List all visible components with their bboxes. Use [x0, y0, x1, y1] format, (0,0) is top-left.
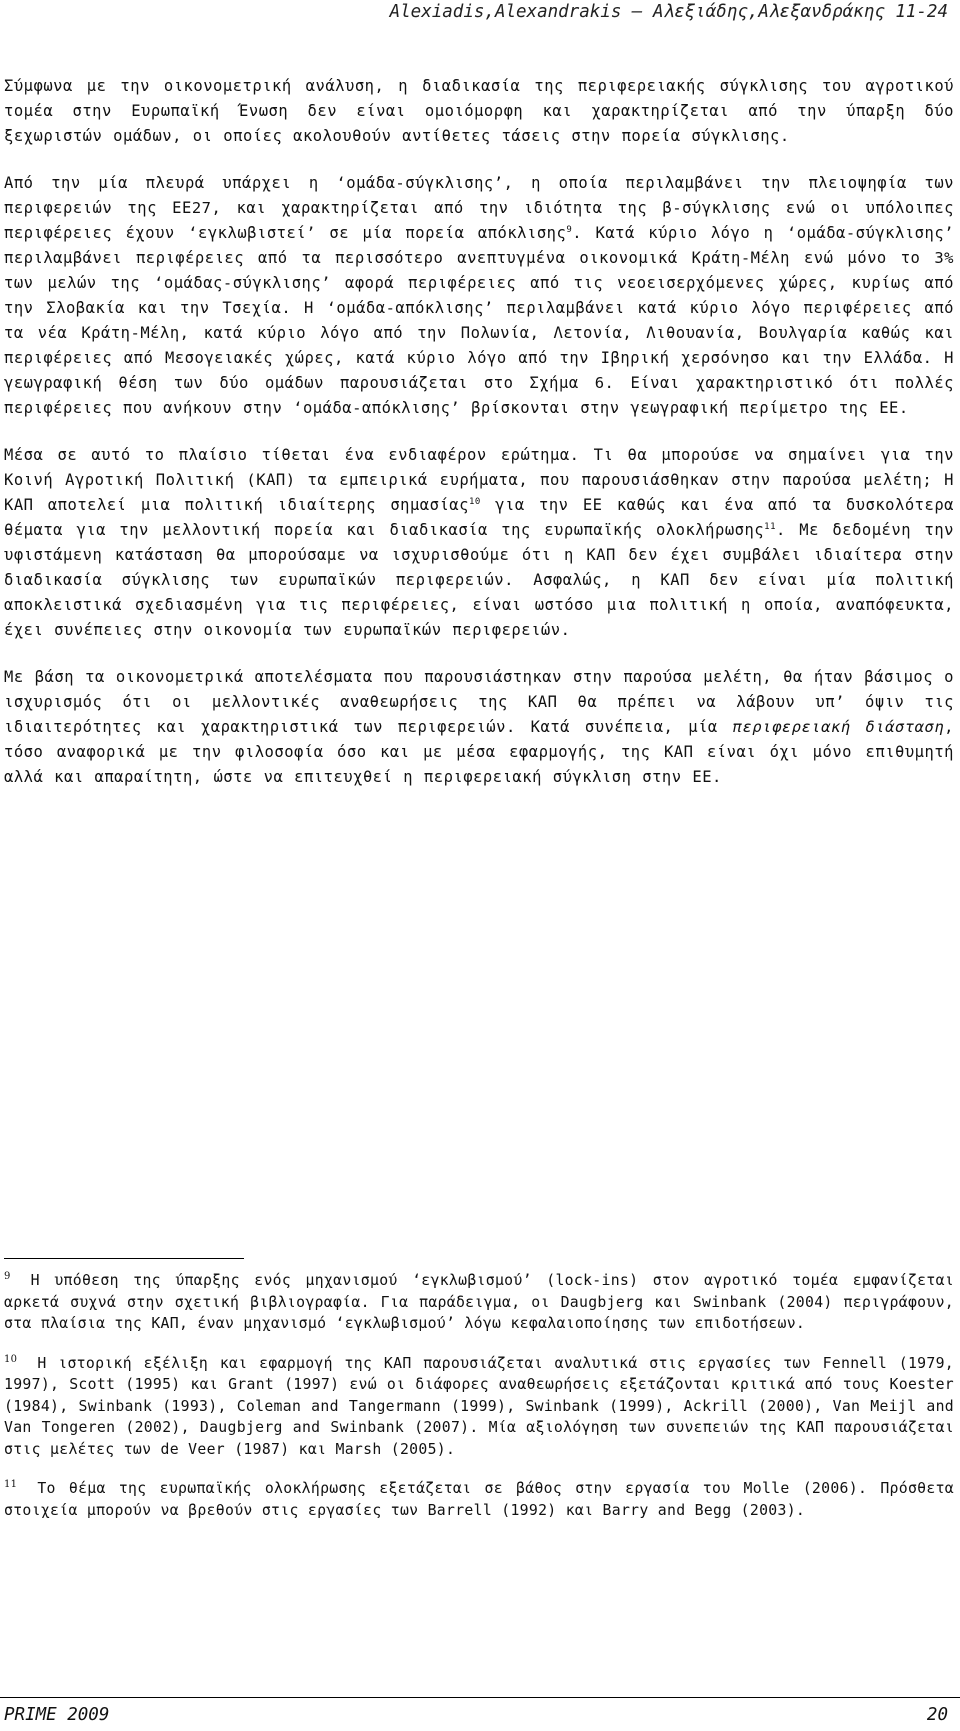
footnotes — [4, 1270, 954, 1539]
paragraph-3 — [4, 443, 954, 643]
footnote-ref-10: 10 — [468, 496, 481, 507]
paragraph-2-text-b: . Κατά κύριο λόγο η ‘ομάδα-σύγκλισης’ περιλαμβάνει περιφέρειες από τα περισσότερο ανεπτυγμένα οικονομικά Κράτη-Μέλη ενώ μόνο το 3% των μελών της ‘ομάδας-σύγκλισης’ αφορά περιφέρειες από τις νεοεισερχόμενες χώρες, κυρίως από την Σλοβακία και την Τσεχία. Η ‘ομάδα-απόκλισης’ περιλαμβάνει κατά κύριο λόγο περιφέρειες από τα νέα Κράτη-Μέλη, κατά κύριο λόγο από την Πολωνία, Λετονία, Λιθουανία, Βουλγαρία καθώς και περιφέρειες από Μεσογειακές χώρες, κατά κύριο λόγο από την Ιβηρική χερσόνησο και την Ελλάδα. Η γεωγραφική θέση των δύο ομάδων παρουσιάζεται στο Σχήμα 6. Είναι χαρακτηριστικό ότι πολλές περιφέρειες που ανήκουν στην ‘ομάδα-απόκλισης’ βρίσκονται στην γεωγραφική περίμετρο της ΕΕ. — [4, 224, 955, 417]
footnote-separator — [4, 1258, 244, 1259]
paragraph-4-text-a: Με βάση τα οικονομετρικά αποτελέσματα που παρουσιάστηκαν στην παρούσα μελέτη, θα ήταν βάσιμος ο ισχυρισμός ότι οι μελλοντικές αναθεωρήσεις της ΚΑΠ θα πρέπει να λάβουν υπ’ όψιν τις ιδιαιτερότητες και χαρακτηριστικά των περιφερειών. Κατά συνέπεια, μία — [4, 668, 954, 736]
running-header: Alexiadis,Alexandrakis – Αλεξιάδης,Αλεξανδράκης 11-24 — [389, 2, 948, 22]
paragraph-2 — [4, 171, 954, 421]
paragraph-4-text-b: , τόσο αναφορικά με την φιλοσοφία όσο και με μέσα εφαρμογής, της ΚΑΠ είναι όχι μόνο επιθυμητή αλλά και απαραίτητη, ώστε να επιτευχθεί η περιφερειακή σύγκλιση στην ΕΕ. — [4, 718, 955, 786]
footnote-text: Το θέμα της ευρωπαϊκής ολοκλήρωσης εξετάζεται σε βάθος στην εργασία του Molle (2006). Πρόσθετα στοιχεία μπορούν να βρεθούν στις εργασίες των Barrell (1992) και Barry and Begg (2003). — [4, 1480, 954, 1519]
footnote-number: 11 — [4, 1479, 18, 1491]
footnote-number: 10 — [4, 1353, 18, 1365]
paragraph-2-text-a: Από την μία πλευρά υπάρχει η ‘ομάδα-σύγκλισης’, η οποία περιλαμβάνει την πλειοψηφία των περιφερειών της ΕΕ27, και χαρακτηρίζεται από την ιδιότητα της β-σύγκλισης ενώ οι υπόλοιπες περιφέρειες έχουν ‘εγκλωβιστεί’ σε μία πορεία απόκλισης — [4, 174, 954, 242]
paragraph-3-text-b: για την ΕΕ καθώς και ένα από τα δυσκολότερα θέματα για την μελλοντική πορεία και διαδικασία της ευρωπαϊκής ολοκλήρωσης — [4, 496, 954, 539]
footnote-ref-9: 9 — [566, 224, 573, 235]
body-text — [4, 74, 954, 812]
paragraph-4-italic: περιφερειακή διάσταση — [732, 718, 945, 736]
footnote-text: Η ιστορική εξέλιξη και εφαρμογή της ΚΑΠ παρουσιάζεται αναλυτικά στις εργασίες των Fennell (1979, 1997), Scott (1995) και Grant (1997) ενώ οι διάφορες αναθεωρήσεις εξετάζονται κριτικά από τους Koester (1984), Swinbank (1993), Coleman and Tangermann (1999), Swinbank (1999), Ackrill (2000), Van Meijl and Van Tongeren (2002), Daugbjerg and Swinbank (2007). Μία αξιολόγηση των συνεπειών της ΚΑΠ παρουσιάζεται στις μελέτες των de Veer (1987) και Marsh (2005). — [4, 1354, 954, 1458]
footnote-9 — [4, 1270, 954, 1335]
footer-page-number: 20 — [926, 1705, 948, 1725]
footer-journal: PRIME 2009 — [4, 1705, 110, 1725]
paragraph-4 — [4, 665, 954, 790]
footnote-number: 9 — [4, 1271, 11, 1283]
footnote-ref-11: 11 — [764, 521, 776, 532]
footnote-10 — [4, 1353, 954, 1461]
paragraph-3-text-c: . Με δεδομένη την υφιστάμενη κατάσταση θα μπορούσαμε να ισχυρισθούμε ότι η ΚΑΠ δεν έχει συμβάλει ιδιαίτερα στην διαδικασία σύγκλισης των ευρωπαϊκών περιφερειών. Ασφαλώς, η ΚΑΠ δεν είναι μία πολιτική αποκλειστικά σχεδιασμένη για τις περιφέρειες, είναι ωστόσο μια πολιτική η οποία, αναπόφευκτα, έχει συνέπειες στην οικονομία των ευρωπαϊκών περιφερειών. — [4, 521, 955, 639]
footnote-11 — [4, 1478, 954, 1521]
footer-rule — [0, 1697, 960, 1698]
paragraph-1 — [4, 74, 954, 149]
paragraph-1-text: Σύμφωνα με την οικονομετρική ανάλυση, η διαδικασία της περιφερειακής σύγκλισης του αγροτικού τομέα στην Ευρωπαϊκή Ένωση δεν είναι ομοιόμορφη και χαρακτηρίζεται από την ύπαρξη δύο ξεχωριστών ομάδων, οι οποίες ακολουθούν αντίθετες τάσεις στην πορεία σύγκλισης. — [4, 77, 954, 145]
paragraph-3-text-a: Μέσα σε αυτό το πλαίσιο τίθεται ένα ενδιαφέρον ερώτημα. Τι θα μπορούσε να σημαίνει για την Κοινή Αγροτική Πολιτική (ΚΑΠ) τα εμπειρικά ευρήματα, που παρουσιάσθηκαν στην παρούσα μελέτη; Η ΚΑΠ αποτελεί μια πολιτική ιδιαίτερης σημασίας — [4, 446, 954, 514]
footnote-text: Η υπόθεση της ύπαρξης ενός μηχανισμού ‘εγκλωβισμού’ (lock-ins) στον αγροτικό τομέα εμφανίζεται αρκετά συχνά στην σχετική βιβλιογραφία. Για παράδειγμα, οι Daugbjerg και Swinbank (2004) περιγράφουν, στα πλαίσια της ΚΑΠ, έναν μηχανισμό ‘εγκλωβισμού’ λόγω κεφαλαιοποίησης των επιδοτήσεων. — [4, 1272, 954, 1332]
